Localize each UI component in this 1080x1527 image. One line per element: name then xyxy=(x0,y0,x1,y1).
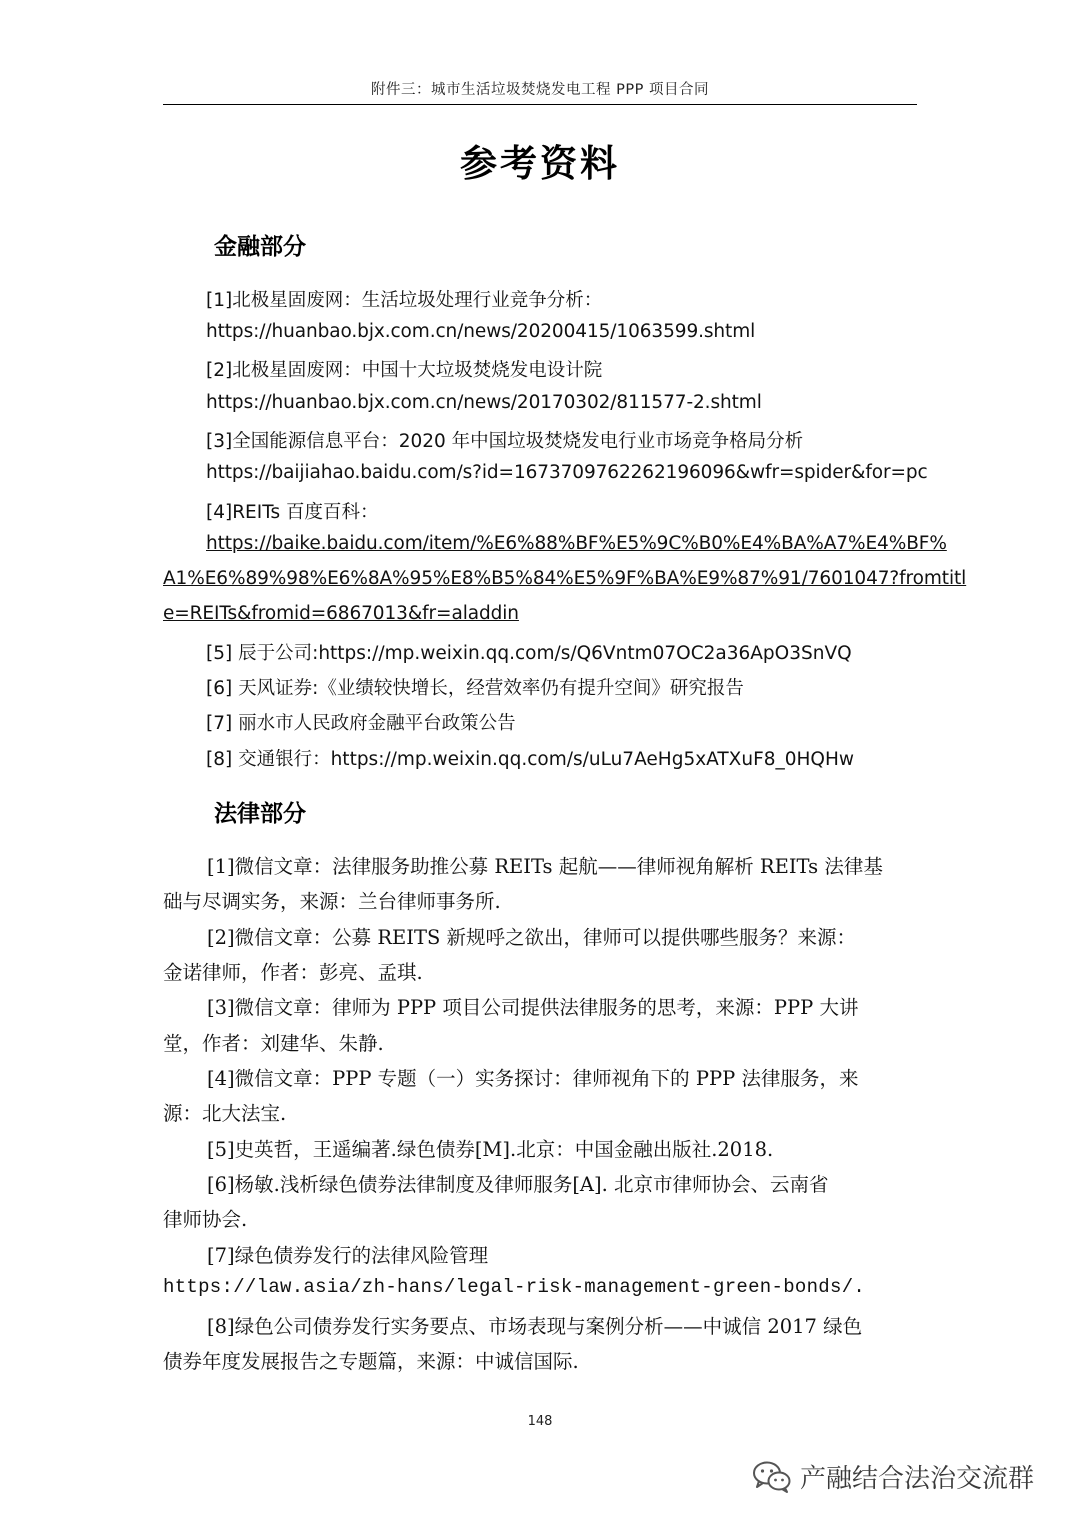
section-heading-finance: 金融部分 xyxy=(214,234,306,260)
reference-url[interactable]: https://huanbao.bjx.com.cn/news/20200415/1063599.shtml xyxy=(206,321,756,342)
reference-item: [7] 丽水市人民政府金融平台政策公告 xyxy=(206,713,516,734)
reference-item: [5] 辰于公司:https://mp.weixin.qq.com/s/Q6Vntm07OC2a36ApO3SnVQ xyxy=(206,643,852,664)
reference-url[interactable]: https://huanbao.bjx.com.cn/news/20170302/811577-2.shtml xyxy=(206,392,762,413)
reference-item: [4]REITs 百度百科： xyxy=(206,502,379,523)
running-header: 附件三：城市生活垃圾焚烧发电工程 PPP 项目合同 xyxy=(371,82,709,98)
wechat-icon xyxy=(752,1460,792,1494)
reference-item: [5]史英哲，王遥编著.绿色债券[M].北京：中国金融出版社.2018. xyxy=(207,1138,774,1161)
reference-item: [3]全国能源信息平台：2020 年中国垃圾焚烧发电行业市场竞争格局分析 xyxy=(206,431,804,452)
watermark xyxy=(752,1458,1034,1495)
page-number: 148 xyxy=(527,1414,553,1429)
reference-item-continued: 源：北大法宝. xyxy=(163,1102,287,1125)
reference-url[interactable]: https://law.asia/zh-hans/legal-risk-management-green-bonds/. xyxy=(163,1276,866,1298)
reference-link[interactable]: A1%E6%89%98%E6%8A%95%E8%B5%84%E5%9F%BA%E9%87%91/7601047?fromtitl xyxy=(163,568,967,589)
reference-item: [2]微信文章：公募 REITS 新规呼之欲出，律师可以提供哪些服务？来源： xyxy=(207,926,857,949)
reference-item: [8] 交通银行：https://mp.weixin.qq.com/s/uLu7AeHg5xATXuF8_0HQHw xyxy=(206,749,855,770)
reference-item: [1]北极星固废网：生活垃圾处理行业竞争分析： xyxy=(206,290,603,311)
watermark-text: 产融结合法治交流群 xyxy=(800,1464,1035,1494)
reference-item: [6]杨敏.浅析绿色债券法律制度及律师服务[A]. 北京市律师协会、云南省 xyxy=(207,1173,829,1196)
reference-item: [6] 天风证券:《业绩较快增长，经营效率仍有提升空间》研究报告 xyxy=(206,678,744,699)
reference-item-continued: 堂，作者：刘建华、朱静. xyxy=(163,1032,384,1055)
reference-item-continued: 础与尽调实务，来源：兰台律师事务所. xyxy=(163,890,501,913)
reference-item-continued: 金诺律师，作者：彭亮、孟琪. xyxy=(163,961,423,984)
reference-item: [3]微信文章：律师为 PPP 项目公司提供法律服务的思考，来源：PPP 大讲 xyxy=(207,996,859,1019)
reference-item-continued: 债券年度发展报告之专题篇，来源：中诚信国际. xyxy=(163,1350,579,1373)
reference-item: [4]微信文章：PPP 专题（一）实务探讨：律师视角下的 PPP 法律服务，来 xyxy=(207,1067,859,1090)
reference-url[interactable]: https://baijiahao.baidu.com/s?id=1673709762262196096&wfr=spider&for=pc xyxy=(206,462,928,483)
reference-link[interactable]: https://baike.baidu.com/item/%E6%88%BF%E5%9C%B0%E4%BA%A7%E4%BF% xyxy=(206,533,947,554)
reference-item: [7]绿色债券发行的法律风险管理 xyxy=(207,1244,489,1267)
reference-item: [2]北极星固废网：中国十大垃圾焚烧发电设计院 xyxy=(206,360,603,381)
reference-link[interactable]: e=REITs&fromid=6867013&fr=aladdin xyxy=(163,603,519,624)
reference-item: [1]微信文章：法律服务助推公募 REITs 起航——律师视角解析 REITs 法律基 xyxy=(207,855,883,878)
header-rule xyxy=(163,104,917,105)
section-heading-law: 法律部分 xyxy=(214,801,306,827)
page-title: 参考资料 xyxy=(460,142,620,185)
reference-item-continued: 律师协会. xyxy=(163,1208,248,1231)
reference-item: [8]绿色公司债券发行实务要点、市场表现与案例分析——中诚信 2017 绿色 xyxy=(207,1315,863,1338)
